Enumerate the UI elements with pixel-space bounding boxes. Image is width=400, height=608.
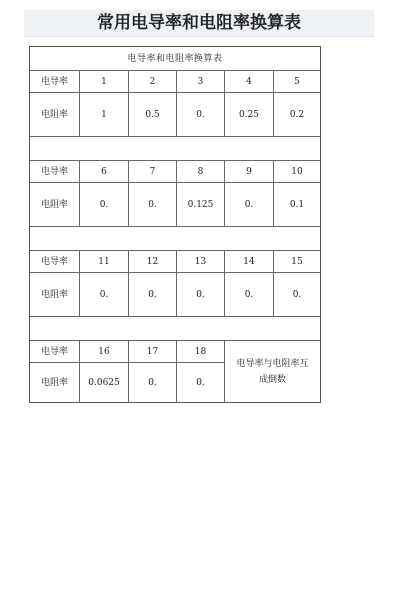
conductivity-value: 2 <box>129 71 177 93</box>
resistivity-value: 0. <box>80 273 129 317</box>
conductivity-value: 1 <box>80 71 129 93</box>
conductivity-value: 6 <box>80 161 129 183</box>
spacer-row <box>30 137 320 161</box>
resistivity-value: 0.5 <box>129 93 177 137</box>
resistivity-label: 电阻率 <box>30 93 80 137</box>
conductivity-value: 11 <box>80 251 129 273</box>
resistivity-value: 0.1 <box>274 183 320 227</box>
conductivity-value: 12 <box>129 251 177 273</box>
resistivity-value: 0.25 <box>225 93 274 137</box>
conductivity-value: 18 <box>177 341 225 363</box>
document-title-bar <box>24 10 374 37</box>
conductivity-value: 14 <box>225 251 274 273</box>
conductivity-label: 电导率 <box>30 251 80 273</box>
conductivity-value: 5 <box>274 71 320 93</box>
conductivity-value: 7 <box>129 161 177 183</box>
conductivity-value: 10 <box>274 161 320 183</box>
conductivity-value: 15 <box>274 251 320 273</box>
conductivity-value: 13 <box>177 251 225 273</box>
reciprocal-note: 电导率与电阻率互成倒数 <box>236 358 309 385</box>
resistivity-value: 0. <box>129 363 177 402</box>
resistivity-value: 0.125 <box>177 183 225 227</box>
resistivity-value: 0. <box>177 273 225 317</box>
spacer-row <box>30 317 320 341</box>
resistivity-value: 0. <box>274 273 320 317</box>
resistivity-label: 电阻率 <box>30 363 80 402</box>
resistivity-value: 0.2 <box>274 93 320 137</box>
resistivity-value: 0. <box>177 93 225 137</box>
conductivity-value: 17 <box>129 341 177 363</box>
table-header: 电导率和电阻率换算表 <box>30 47 320 71</box>
conductivity-value: 16 <box>80 341 129 363</box>
resistivity-value: 0. <box>129 273 177 317</box>
resistivity-value: 0.0625 <box>80 363 129 402</box>
conductivity-label: 电导率 <box>30 341 80 363</box>
conductivity-value: 9 <box>225 161 274 183</box>
resistivity-value: 0. <box>80 183 129 227</box>
conductivity-value: 8 <box>177 161 225 183</box>
conversion-table <box>29 46 321 403</box>
resistivity-value: 0. <box>225 183 274 227</box>
resistivity-label: 电阻率 <box>30 273 80 317</box>
conductivity-label: 电导率 <box>30 161 80 183</box>
resistivity-label: 电阻率 <box>30 183 80 227</box>
resistivity-value: 1 <box>80 93 129 137</box>
spacer-row <box>30 227 320 251</box>
resistivity-value: 0. <box>225 273 274 317</box>
conductivity-value: 3 <box>177 71 225 93</box>
resistivity-value: 0. <box>129 183 177 227</box>
conductivity-value: 4 <box>225 71 274 93</box>
resistivity-value: 0. <box>177 363 225 402</box>
conductivity-label: 电导率 <box>30 71 80 93</box>
document-title: 常用电导率和电阻率换算表 <box>97 13 301 33</box>
